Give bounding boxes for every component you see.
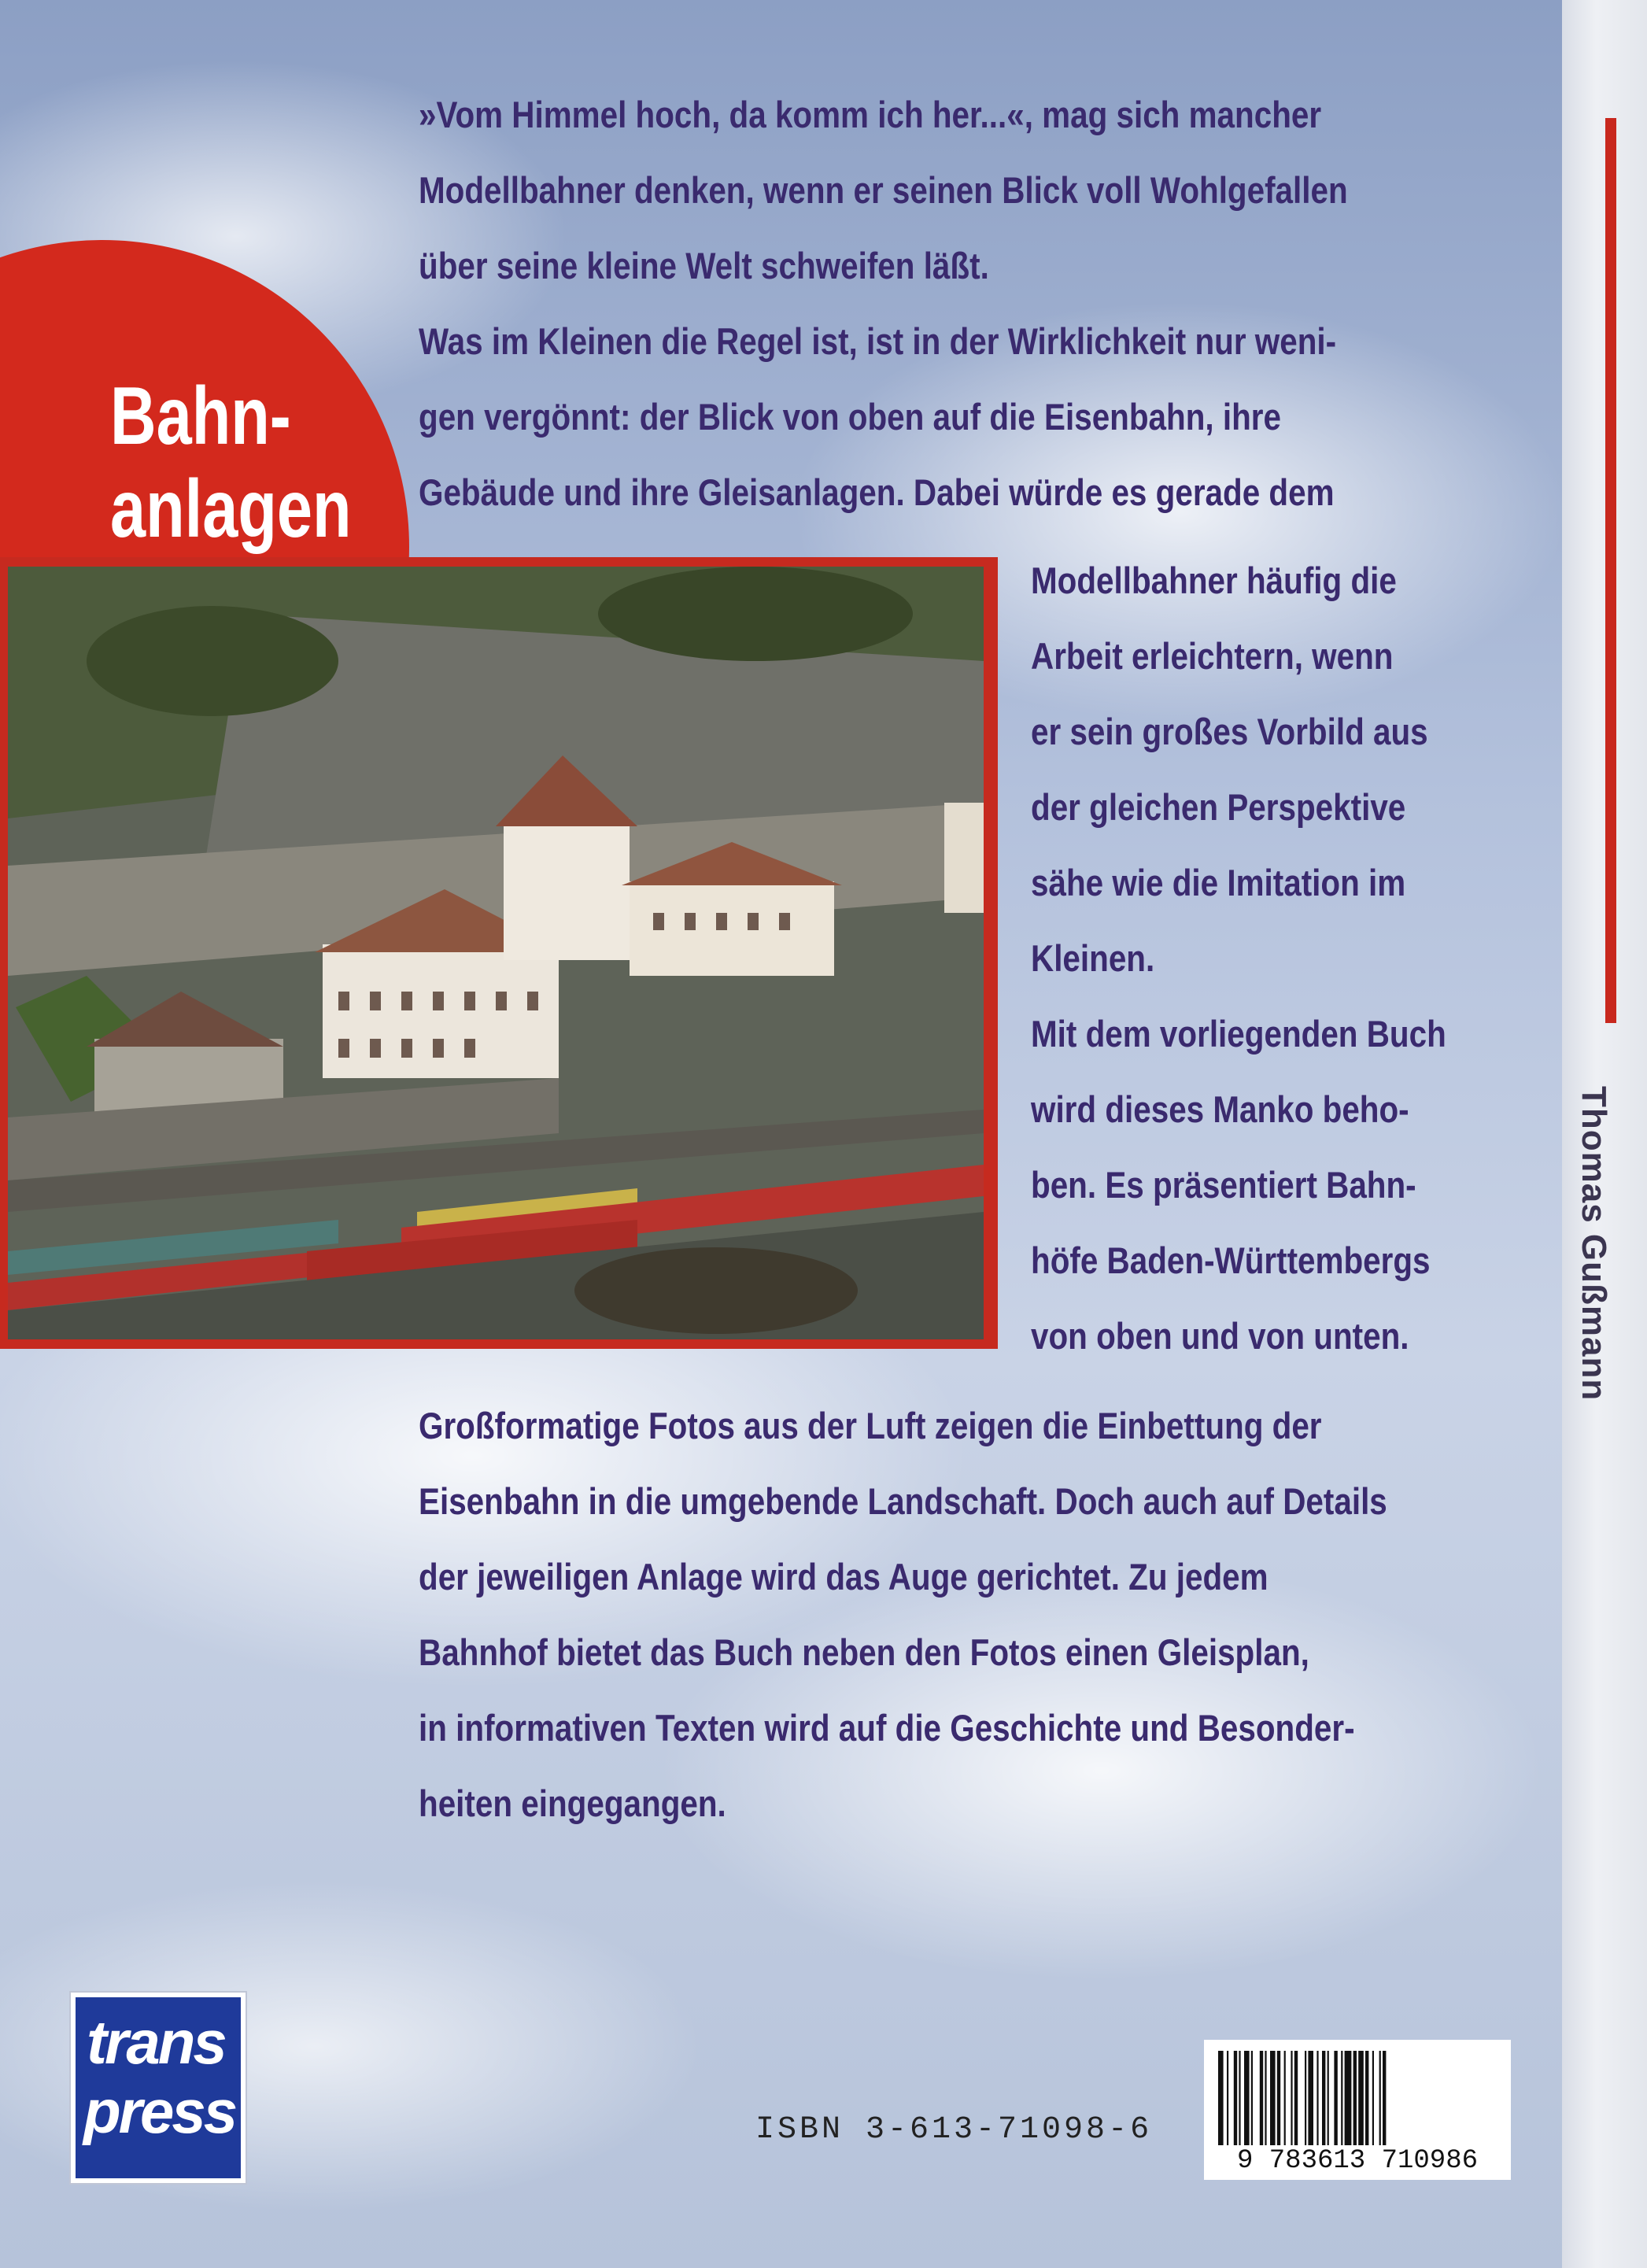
text-line: Mit dem vorliegenden Buch xyxy=(1031,1013,1446,1055)
barcode-bar xyxy=(1308,2051,1313,2145)
barcode-bar xyxy=(1372,2051,1374,2145)
barcode-bar xyxy=(1345,2051,1352,2145)
intro-paragraph xyxy=(419,77,1348,530)
barcode-bar xyxy=(1251,2051,1253,2145)
aerial-photo-image xyxy=(8,567,984,1339)
text-line: ben. Es präsentiert Bahn- xyxy=(1031,1164,1416,1206)
text-line: Großformatige Fotos aus der Luft zeigen die Einbettung der xyxy=(419,1405,1322,1446)
text-line: er sein großes Vorbild aus xyxy=(1031,711,1428,752)
text-line: höfe Baden-Württembergs xyxy=(1031,1239,1431,1281)
barcode-bar xyxy=(1322,2051,1325,2145)
side-paragraph xyxy=(1031,543,1446,1374)
text-line: in informativen Texten wird auf die Geschichte und Besonder- xyxy=(419,1707,1355,1749)
text-line: Kleinen. xyxy=(1031,937,1155,979)
barcode xyxy=(1204,2040,1511,2180)
barcode-bar xyxy=(1227,2051,1228,2145)
barcode-bar xyxy=(1341,2051,1342,2145)
barcode-bar xyxy=(1334,2051,1337,2145)
barcode-bar xyxy=(1239,2051,1240,2145)
text-line: der jeweiligen Anlage wird das Auge gerichtet. Zu jedem xyxy=(419,1556,1268,1598)
text-line: Gebäude und ihre Gleisanlagen. Dabei würde es gerade dem xyxy=(419,471,1335,513)
text-line: von oben und von unten. xyxy=(1031,1315,1409,1357)
logo-line: trans xyxy=(87,2008,225,2077)
barcode-bar xyxy=(1316,2051,1318,2145)
barcode-bar xyxy=(1265,2051,1266,2145)
text-line: »Vom Himmel hoch, da komm ich her...«, mag sich mancher xyxy=(419,94,1322,135)
barcode-bar xyxy=(1358,2051,1364,2145)
barcode-bar xyxy=(1244,2051,1250,2145)
logo-line: press xyxy=(83,2077,236,2146)
text-line: Was im Kleinen die Regel ist, ist in der Wirklichkeit nur weni- xyxy=(419,320,1337,362)
barcode-bar xyxy=(1294,2051,1298,2145)
spine-author-text: Thomas Gußmann xyxy=(1575,1086,1613,1402)
barcode-bar xyxy=(1270,2051,1276,2145)
barcode-number: 9 783613 710986 xyxy=(1204,2146,1511,2176)
text-line: wird dieses Manko beho- xyxy=(1031,1088,1409,1130)
isbn-text: ISBN 3-613-71098-6 xyxy=(755,2112,1153,2148)
spine-author xyxy=(1575,1086,1625,1558)
barcode-bar xyxy=(1305,2051,1306,2145)
text-line: der gleichen Perspektive xyxy=(1031,786,1406,828)
barcode-bar xyxy=(1260,2051,1263,2145)
text-line: Bahnhof bietet das Buch neben den Fotos einen Gleisplan, xyxy=(419,1631,1309,1673)
text-line: Arbeit erleichtern, wenn xyxy=(1031,635,1394,677)
barcode-bar xyxy=(1284,2051,1286,2145)
barcode-bar xyxy=(1353,2051,1357,2145)
text-line: heiten eingegangen. xyxy=(419,1782,726,1824)
barcode-bars xyxy=(1218,2051,1497,2145)
text-line: über seine kleine Welt schweifen läßt. xyxy=(419,245,989,286)
barcode-bar xyxy=(1218,2051,1224,2145)
aerial-station-photo xyxy=(0,557,998,1349)
barcode-bar xyxy=(1383,2051,1386,2145)
text-line: sähe wie die Imitation im xyxy=(1031,862,1406,903)
barcode-bar xyxy=(1277,2051,1280,2145)
barcode-bar xyxy=(1291,2051,1292,2145)
spine-red-stripe xyxy=(1605,118,1616,1023)
text-line: Modellbahner häufig die xyxy=(1031,560,1397,601)
text-line: Eisenbahn in die umgebende Landschaft. Doch auch auf Details xyxy=(419,1480,1387,1522)
barcode-bar xyxy=(1328,2051,1329,2145)
text-line: gen vergönnt: der Blick von oben auf die Eisenbahn, ihre xyxy=(419,396,1282,438)
barcode-bar xyxy=(1234,2051,1237,2145)
title-line: anlagen xyxy=(110,464,352,555)
closing-paragraph xyxy=(419,1388,1387,1841)
transpress-logo xyxy=(71,1993,246,2183)
title-line: Bahn- xyxy=(110,371,291,462)
text-line: Modellbahner denken, wenn er seinen Blick voll Wohlgefallen xyxy=(419,169,1348,211)
barcode-bar xyxy=(1379,2051,1381,2145)
barcode-bar xyxy=(1365,2051,1368,2145)
